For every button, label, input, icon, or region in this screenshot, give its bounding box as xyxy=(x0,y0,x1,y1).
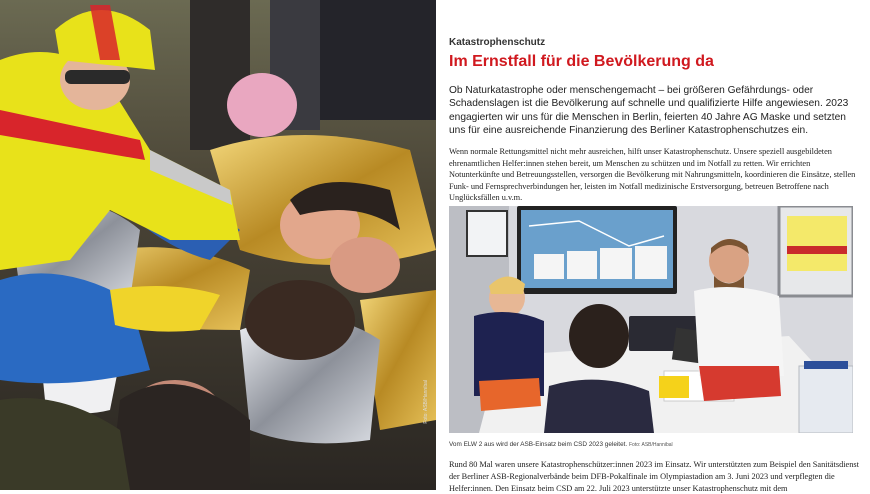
rescue-scene-photo xyxy=(0,0,436,490)
photo-credit: Foto: ASB/Hannibal xyxy=(423,380,429,424)
article-headline: Im Ernstfall für die Bevölkerung da xyxy=(449,53,714,70)
article-lead: Ob Naturkatastrophe oder menschengemacht – bei größeren Gefährdungs- oder Schadenslagen ist die Bevölkerung auf schnelle und qualifizierte Hilfe angewiesen. 2023 engagierten wir uns für die Menschen in Berlin, feierten 40 Jahre AG Maske und setzten uns für eine ausreichende Finanzierung des Berliner Katastrophenschutzes ein. xyxy=(449,85,849,137)
caption-credit: Foto: ASB/Hannibal xyxy=(628,442,673,448)
command-vehicle-photo xyxy=(449,206,853,433)
photo-caption xyxy=(449,441,673,448)
section-kicker: Katastrophenschutz xyxy=(449,37,546,48)
article-body-paragraph-2: Rund 80 Mal waren unsere Katastrophenschützer:innen 2023 im Einsatz. Wir unterstützten zum Beispiel den Sanitätsdienst der Berliner ASB-Regionalverbände beim DFB-Pokalfinale im Olympiastadion am 3. Juni 2023 und verpflegten die Helfer:innen. Den Einsatz beim CSD am 22. Juli 2023 unterstützte unser Katastrophenschutz mit dem xyxy=(449,460,859,493)
article-page xyxy=(437,0,870,493)
caption-text: Vom ELW 2 aus wird der ASB-Einsatz beim CSD 2023 geleitet. xyxy=(449,441,628,448)
article-body-paragraph: Wenn normale Rettungsmittel nicht mehr ausreichen, hilft unser Katastrophenschutz. Unsere speziell ausgebildeten ehrenamtlichen Helfer:innen stehen bereit, um Menschen zu schützen und im Notfall zu retten. Wir errichten Notunterkünfte und Betreuungsstellen, versorgen die Bevölkerung mit Nahrungsmitteln, koordinieren die Einsätze, stellen Funk- und Fernsprechverbindungen her, leisten im Notfall medizinische Erstversorgung, betreuen Betroffene nach Unglücksfällen u.v.m. xyxy=(449,147,856,203)
